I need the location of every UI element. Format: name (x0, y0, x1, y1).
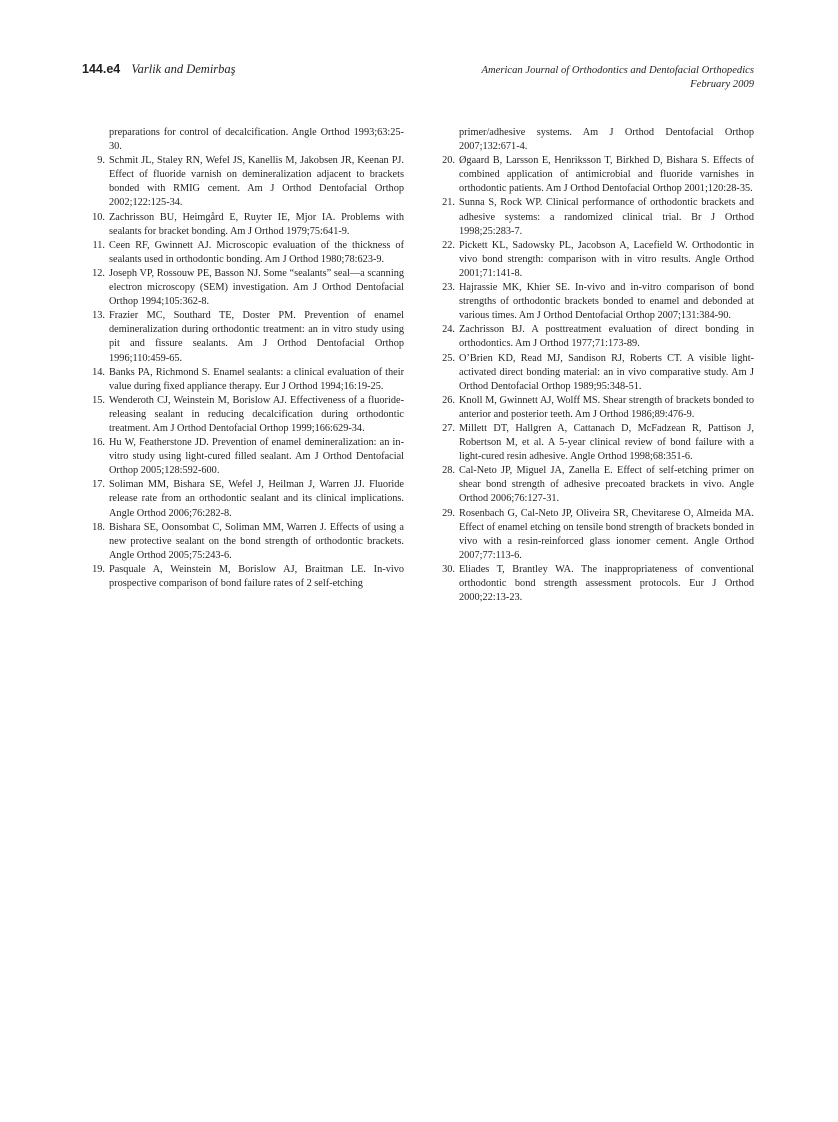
reference-number: 12. (92, 267, 105, 279)
reference-text: Frazier MC, Southard TE, Doster PM. Prevention of enamel demineralization during orthodontic treatment: an in vitro study using pit and fissure sealants. Am J Orthod Dentofacial Orthop 1996;110:459-65. (109, 310, 404, 364)
reference-text: Millett DT, Hallgren A, Cattanach D, McFadzean R, Pattison J, Robertson M, et al. A 5-year clinical review of bond failure with a light-cured resin adhesive. Angle Orthod 1998;68:351-6. (459, 422, 754, 463)
reference-item (434, 281, 754, 323)
reference-item (84, 436, 404, 478)
reference-item (434, 239, 754, 281)
reference-number (434, 126, 459, 154)
reference-item (84, 478, 404, 520)
reference-number: 11. (92, 239, 105, 251)
reference-item (84, 126, 404, 154)
reference-item (434, 563, 754, 605)
reference-text: Pickett KL, Sadowsky PL, Jacobson A, Lacefield W. Orthodontic in vivo bond strength: comparison with in vitro results. Angle Orthod 2001;71:141-8. (459, 239, 754, 279)
reference-text: primer/adhesive systems. Am J Orthod Dentofacial Orthop 2007;132:671-4. (459, 127, 754, 153)
reference-item (434, 352, 754, 394)
reference-item (434, 507, 754, 563)
reference-number: 14. (92, 366, 105, 378)
reference-text: Eliades T, Brantley WA. The inappropriateness of conventional orthodontic bond strength assessment protocols. Eur J Orthod 2000;22:13-23. (459, 563, 754, 604)
reference-text: Zachrisson BU, Heimgård E, Ruyter IE, Mjor IA. Problems with sealants for bracket bonding. Am J Orthod 1979;75:641-9. (109, 211, 404, 237)
running-header-left (82, 62, 236, 77)
reference-text: Hu W, Featherstone JD. Prevention of enamel demineralization: an in-vitro study using light-cured filled sealant. Am J Orthod Dentofacial Orthop 2005;128:592-600. (109, 437, 404, 477)
reference-text: Schmit JL, Staley RN, Wefel JS, Kanellis M, Jakobsen JR, Keenan PJ. Effect of fluoride varnish on demineralization adjacent to brackets bonded with RMIG cement. Am J Orthod Dentofacial Orthop 2002;122:125-34. (109, 155, 404, 209)
reference-text: Ceen RF, Gwinnett AJ. Microscopic evaluation of the thickness of sealants used in orthodontic bonding. Am J Orthod 1980;78:623-9. (109, 239, 404, 265)
reference-number: 17. (92, 479, 105, 491)
reference-number: 10. (92, 211, 105, 223)
reference-number: 23. (442, 282, 455, 294)
reference-number: 9. (97, 155, 105, 167)
reference-item (434, 126, 754, 154)
reference-item (84, 211, 404, 239)
reference-number: 19. (92, 563, 105, 575)
reference-text: preparations for control of decalcification. Angle Orthod 1993;63:25-30. (109, 127, 404, 153)
reference-text: Cal-Neto JP, Miguel JA, Zanella E. Effect of self-etching primer on shear bond strength of adhesive precoated brackets in vivo. Angle Orthod 2006;76:127-31. (459, 465, 754, 505)
reference-text: Soliman MM, Bishara SE, Wefel J, Heilman J, Warren JJ. Fluoride release rate from an orthodontic sealant and its clinical implications. Angle Orthod 2006;76:282-8. (109, 479, 404, 519)
reference-item (434, 196, 754, 238)
reference-number: 30. (442, 563, 455, 575)
reference-number: 27. (442, 422, 455, 434)
page-number: 144.e4 (82, 62, 121, 76)
reference-item (84, 563, 404, 591)
reference-number: 20. (442, 155, 455, 167)
reference-item (84, 394, 404, 436)
reference-number: 25. (442, 352, 455, 364)
reference-item (434, 154, 754, 196)
reference-number (84, 126, 109, 154)
reference-text: Wenderoth CJ, Weinstein M, Borislow AJ. Effectiveness of a fluoride-releasing sealant in reducing decalcification during orthodontic treatment. Am J Orthod Dentofacial Orthop 1999;166:629-34. (109, 394, 404, 434)
reference-item (84, 366, 404, 394)
reference-text: Rosenbach G, Cal-Neto JP, Oliveira SR, Chevitarese O, Almeida MA. Effect of enamel etching on tensile bond strength of brackets bonded in vivo with a resin-reinforced glass ionomer cement. Angle Orthod 2007;77:113-6. (459, 507, 754, 561)
reference-item (434, 422, 754, 464)
reference-item (434, 464, 754, 506)
reference-item (84, 267, 404, 309)
reference-item (434, 394, 754, 422)
reference-item (84, 309, 404, 365)
reference-number: 24. (442, 324, 455, 336)
reference-text: Knoll M, Gwinnett AJ, Wolff MS. Shear strength of brackets bonded to anterior and posterior teeth. Am J Orthod 1986;89:476-9. (459, 394, 754, 420)
running-authors: Varlik and Demirbaş (131, 62, 236, 76)
reference-number: 18. (92, 521, 105, 533)
reference-item (434, 323, 754, 351)
reference-text: Zachrisson BJ. A posttreatment evaluation of direct bonding in orthodontics. Am J Orthod 1977;71:173-89. (459, 324, 754, 350)
reference-number: 16. (92, 437, 105, 449)
reference-number: 22. (442, 239, 455, 251)
reference-number: 26. (442, 394, 455, 406)
journal-title: American Journal of Orthodontics and Dentofacial Orthopedics (481, 65, 754, 76)
reference-text: Banks PA, Richmond S. Enamel sealants: a clinical evaluation of their value during fixed appliance therapy. Eur J Orthod 1994;16:19-25. (109, 366, 404, 392)
reference-number: 13. (92, 310, 105, 322)
references-left-column (84, 126, 404, 591)
reference-item (84, 239, 404, 267)
running-header-right (434, 64, 754, 91)
reference-text: Joseph VP, Rossouw PE, Basson NJ. Some “sealants” seal—a scanning electron microscopy (SEM) investigation. Am J Orthod Dentofacial Orthop 1994;105:362-8. (109, 267, 404, 308)
reference-item (84, 521, 404, 563)
reference-item (84, 154, 404, 210)
reference-number: 28. (442, 465, 455, 477)
reference-text: Bishara SE, Oonsombat C, Soliman MM, Warren J. Effects of using a new protective sealant on the bond strength of orthodontic brackets. Angle Orthod 2005;75:243-6. (109, 521, 404, 561)
reference-number: 21. (442, 197, 455, 209)
reference-number: 15. (92, 394, 105, 406)
issue-date: February 2009 (690, 78, 754, 90)
reference-text: Sunna S, Rock WP. Clinical performance of orthodontic brackets and adhesive systems: a randomized clinical trial. Br J Orthod 1998;25:283-7. (459, 197, 754, 237)
reference-text: Øgaard B, Larsson E, Henriksson T, Birkhed D, Bishara S. Effects of combined application of antimicrobial and fluoride varnishes in orthodontic patients. Am J Orthod Dentofacial Orthop 2001;120:28-35. (459, 155, 754, 195)
references-right-column (434, 126, 754, 605)
reference-number: 29. (442, 507, 455, 519)
reference-text: Pasquale A, Weinstein M, Borislow AJ, Braitman LE. In-vivo prospective comparison of bond failure rates of 2 self-etching (109, 563, 404, 589)
reference-text: Hajrassie MK, Khier SE. In-vivo and in-vitro comparison of bond strengths of orthodontic brackets bonded to enamel and debonded at various times. Am J Orthod Dentofacial Orthop 2007;131:384-90. (459, 282, 754, 322)
reference-text: O’Brien KD, Read MJ, Sandison RJ, Roberts CT. A visible light-activated direct bonding material: an in vivo comparative study. Am J Orthod Dentofacial Orthop 1989;95:348-51. (459, 352, 754, 392)
